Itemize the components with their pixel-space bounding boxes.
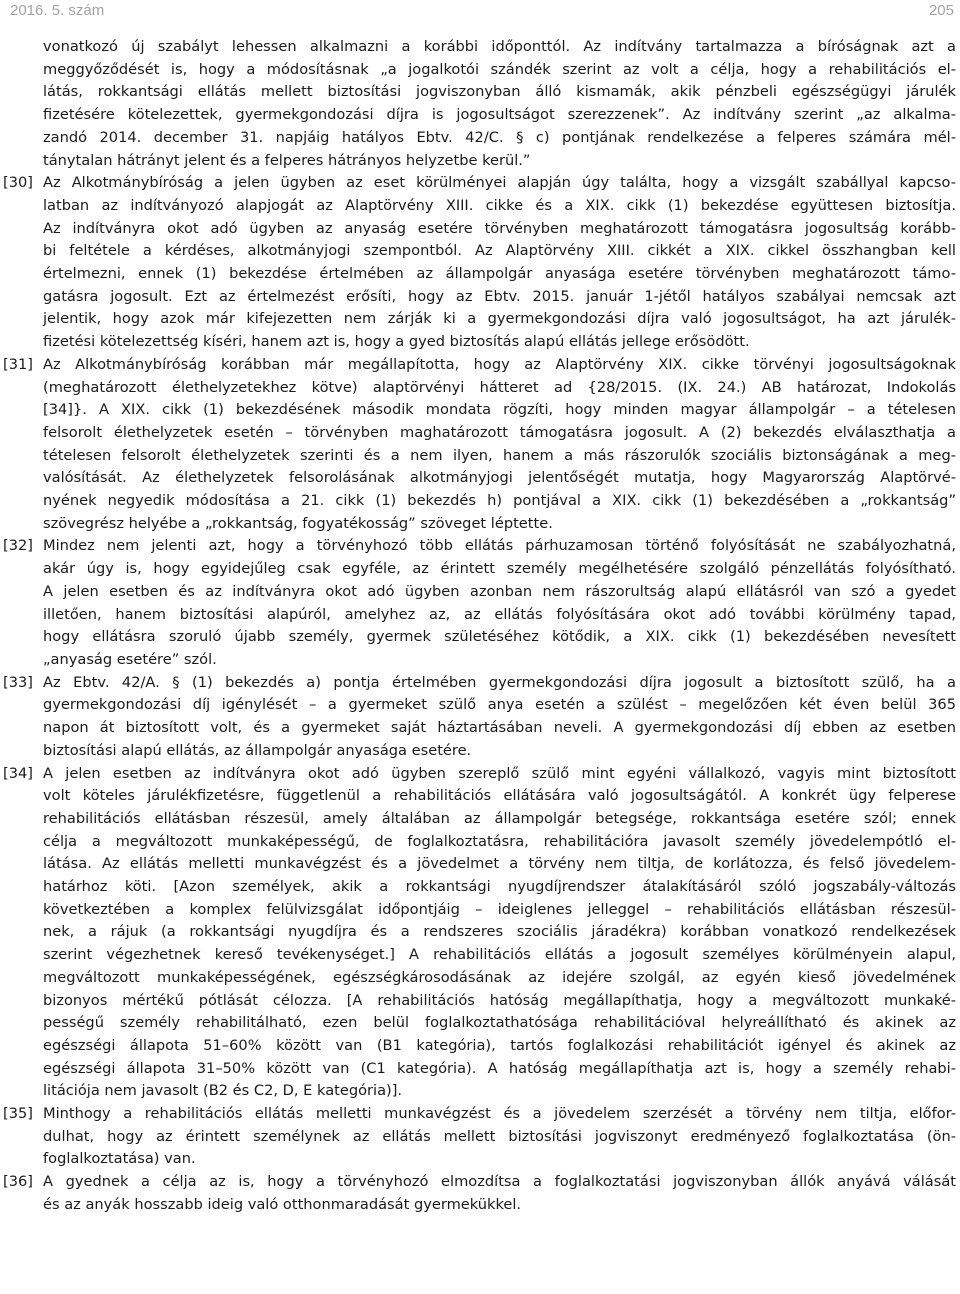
paragraph-number: [31] (3, 355, 33, 373)
text-line: jelentik, hogy azok már kifejezetten nem zárják ki a gyermekgondozási díjra való jogosultságot, ha azt járulék- (43, 310, 956, 328)
text-line: értelmezni, ennek (1) bekezdése értelmében az állampolgár anyasága esetére törvényben meghatározott támo- (43, 265, 956, 283)
text-line: litációja nem javasolt (B2 és C2, D, E kategória)]. (43, 1082, 403, 1100)
paragraph-number: [30] (3, 174, 33, 192)
paragraph-number: [35] (3, 1105, 33, 1123)
text-line: volt köteles járulékfizetésre, függetlenül a rehabilitációs ellátására való jogosultságától. A konkrét ügy felperese (43, 787, 956, 805)
text-line: akár úgy is, hogy egyidejűleg csak egyféle, az érintett személy megélhetésére szolgáló pénzellátás folyósítható. (43, 560, 956, 578)
text-line: bi feltétele a kérdéses, alkotmányjogi szempontból. Az Alaptörvény XIII. cikkét a XIX. cikkel összhangban kell (43, 242, 956, 260)
paragraph (0, 172, 960, 354)
text-line: A gyednek a célja az is, hogy a törvényhozó elmozdítsa a foglalkoztatási jogviszonyban állók anyává válását (43, 1173, 956, 1191)
text-line: foglalkoztatása) van. (43, 1150, 196, 1168)
text-line: gyermekgondozási díj igénylését – a gyermeket szülő anya esetén a szülést – megelőzően két éven belül 365 (43, 696, 956, 714)
paragraph-number: [36] (3, 1173, 33, 1191)
text-line: bizonyos mértékű pótlását célozza. [A rehabilitációs hatóság megállapíthatja, hogy a megváltozott munkaké- (43, 991, 956, 1009)
text-line: gatásra jogosult. Ezt az értelmezést erősíti, hogy az Ebtv. 2015. január 1-jétől hatályos szabályai nemcsak azt (43, 287, 956, 305)
paragraph-number: [32] (3, 537, 33, 555)
text-line: látása. Az ellátás melletti munkavégzést és a jövedelmet a törvény nem tiltja, de korlátozza, és felső jövedelem- (43, 855, 956, 873)
text-line: fizetési kötelezettség kíséri, hanem azt is, hogy a gyed biztosítás alapú ellátás jellege erősödött. (43, 333, 750, 351)
text-line: Mindez nem jelenti azt, hogy a törvényhozó több ellátás párhuzamosan történő folyósítását ne szabályozhatná, (43, 537, 956, 555)
text-line: tánytalan hátrányt jelent és a felperes hátrányos helyzetbe kerül.” (43, 151, 531, 169)
text-line: biztosítási alapú ellátás, az állampolgár anyasága esetére. (43, 741, 472, 759)
text-line: „anyaság esetére” szól. (43, 650, 217, 668)
text-line: [34]}. A XIX. cikk (1) bekezdésének második mondata rögzíti, hogy minden magyar állampolgár – a tételesen (43, 401, 956, 419)
text-line: dulhat, hogy az érintett személynek az ellátás mellett biztosítási jogviszonyt eredményező foglalkoztatása (ön- (43, 1127, 956, 1145)
issue-date: 2016. 5. szám (10, 2, 105, 19)
paragraph-number: [34] (3, 764, 33, 782)
text-line: A jelen esetben és az indítványra okot adó ügyben azonban nem rászorultság alapú ellátásról van szó a gyedet (43, 582, 956, 600)
page-number: 205 (928, 2, 954, 19)
text-line: szövegrész helyébe a „rokkantság, fogyatékosság” szöveget léptette. (43, 514, 553, 532)
text-line: hogy ellátásra szoruló újabb személy, gyermek születéséhez kötődik, a XIX. cikk (1) bekezdésében nevesített (43, 628, 956, 646)
text-line: Az Alkotmánybíróság a jelen ügyben az eset körülményei alapján úgy találta, hogy a vizsgált szabállyal kapcso- (43, 174, 956, 192)
text-line: Minthogy a rehabilitációs ellátás melletti munkavégzést és a jövedelem szerzését a törvény nem tiltja, előfor- (43, 1105, 956, 1123)
text-line: Az indítványra okot adó ügyben az anyaság esetére törvényben meghatározott támogatásra jogosultság korább- (43, 219, 956, 237)
text-line: latban az indítványozó alapjogát az Alaptörvény XIII. cikke és a XIX. cikk (1) bekezdése együttesen biztosítja. (43, 196, 956, 214)
text-line: nek, a rájuk (a rokkantsági nyugdíjra és a rendszeres szociális járadékra) korábban vonatkozó rendelkezések (43, 923, 956, 941)
text-line: pességű személy rehabilitálható, ezen belül foglalkoztathatósága rehabilitációval helyreállítható és akinek az (43, 1014, 956, 1032)
paragraph (0, 1103, 960, 1171)
paragraph (0, 354, 960, 536)
text-line: és az anyák hosszabb ideig való otthonmaradását gyermekükkel. (43, 1195, 522, 1213)
text-line: nyének negyedik módosítása a 21. cikk (1) bekezdés h) pontjával a XIX. cikk (1) bekezdésében a „rokkantság” (43, 492, 956, 510)
text-line: egészségi állapota 31–50% között van (C1 kategória). A hatóság megállapíthatja azt is, hogy a személy rehabi- (43, 1059, 956, 1077)
text-line: rehabilitációs ellátásban részesül, amely általában az állampolgár betegsége, rokkantsága esetére szól; ennek (43, 809, 956, 827)
text-line: látás, rokkantsági ellátás mellett biztosítási jogviszonyban álló kismamák, akik pénzbeli egészségügyi járulék (43, 83, 956, 101)
text-line: meggyőződését is, hogy a módosításnak „a jogalkotói szándék szerint az volt a célja, hogy a rehabilitációs el- (43, 60, 956, 78)
text-line: tételesen felsorolt élethelyzetek szerinti és a nem ilyen, hanem a más rászorulók szociális biztonságának a meg- (43, 446, 956, 464)
text-line: célja a megváltozott munkaképességű, de foglalkoztatásra, rehabilitációra javasolt személy jövedelempótló el- (43, 832, 956, 850)
text-line: vonatkozó új szabályt lehessen alkalmazni a korábbi időponttól. Az indítvány tartalmazza a bíróságnak azt a (43, 38, 956, 55)
text-line: Az Ebtv. 42/A. § (1) bekezdés a) pontja értelmében gyermekgondozási díjra jogosult a biztosított szülő, ha a (43, 673, 956, 691)
paragraph (0, 36, 960, 172)
text-line: határhoz köti. [Azon személyek, akik a rokkantsági nyugdíjrendszer átalakításáról szóló jogszabály-változás (43, 878, 956, 896)
text-line: következtében a komplex felülvizsgálat időpontjáig – ideiglenes jelleggel – rehabilitációs ellátásban részesül- (43, 900, 956, 918)
paragraph (0, 1171, 960, 1216)
text-line: Az Alkotmánybíróság korábban már megállapította, hogy az Alaptörvény XIX. cikke törvényi jogosultságoknak (43, 355, 956, 373)
text-line: A jelen esetben az indítványra okot adó ügyben szereplő szülő mint egyéni vállalkozó, vagyis mint biztosított (43, 764, 956, 782)
document-body (0, 36, 960, 1217)
text-line: megváltozott munkaképességének, egészségkárosodásának az idejére szolgál, az egyén kieső jövedelmének (43, 968, 956, 986)
text-line: fizetésére kötelezettek, gyermekgondozási díjra is jogosultságot szerezzenek”. Az indítvány szerint „az alkalma- (43, 106, 956, 124)
paragraph-number: [33] (3, 673, 33, 691)
text-line: valósítását. Az élethelyzetek felsorolásának alkotmányjogi jelentőségét mutatja, hogy Magyarország Alaptörvé- (43, 469, 956, 487)
paragraph (0, 672, 960, 763)
paragraph (0, 535, 960, 671)
paragraph (0, 763, 960, 1104)
text-line: zandó 2014. december 31. napjáig hatályos Ebtv. 42/C. § c) pontjának rendelkezése a felperes számára mél- (43, 128, 956, 146)
text-line: szerint végezhetnek kereső tevékenységet.] A rehabilitációs ellátás a jogosult személyes körülményein alapul, (43, 946, 956, 964)
text-line: illetően, hanem biztosítási alapúról, amelyhez az, az ellátás folyósítására okot adó további körülmény tapad, (43, 605, 956, 623)
text-line: (meghatározott élethelyzetekhez kötve) alaptörvényi hátteret ad {28/2015. (IX. 24.) AB határozat, Indokolás (43, 378, 956, 396)
text-line: egészségi állapota 51–60% között van (B1 kategória), tartós foglalkozási rehabilitációt igényel és akinek az (43, 1036, 956, 1054)
text-line: felsorolt élethelyzetek esetén – törvényben maghatározott támogatásra jogosult. A (2) bekezdés elválaszthatja a (43, 423, 956, 441)
page-header (0, 0, 960, 26)
text-line: napon át biztosított volt, és a gyermeket saját háztartásában neveli. A gyermekgondozási díj ebben az esetben (43, 719, 956, 737)
